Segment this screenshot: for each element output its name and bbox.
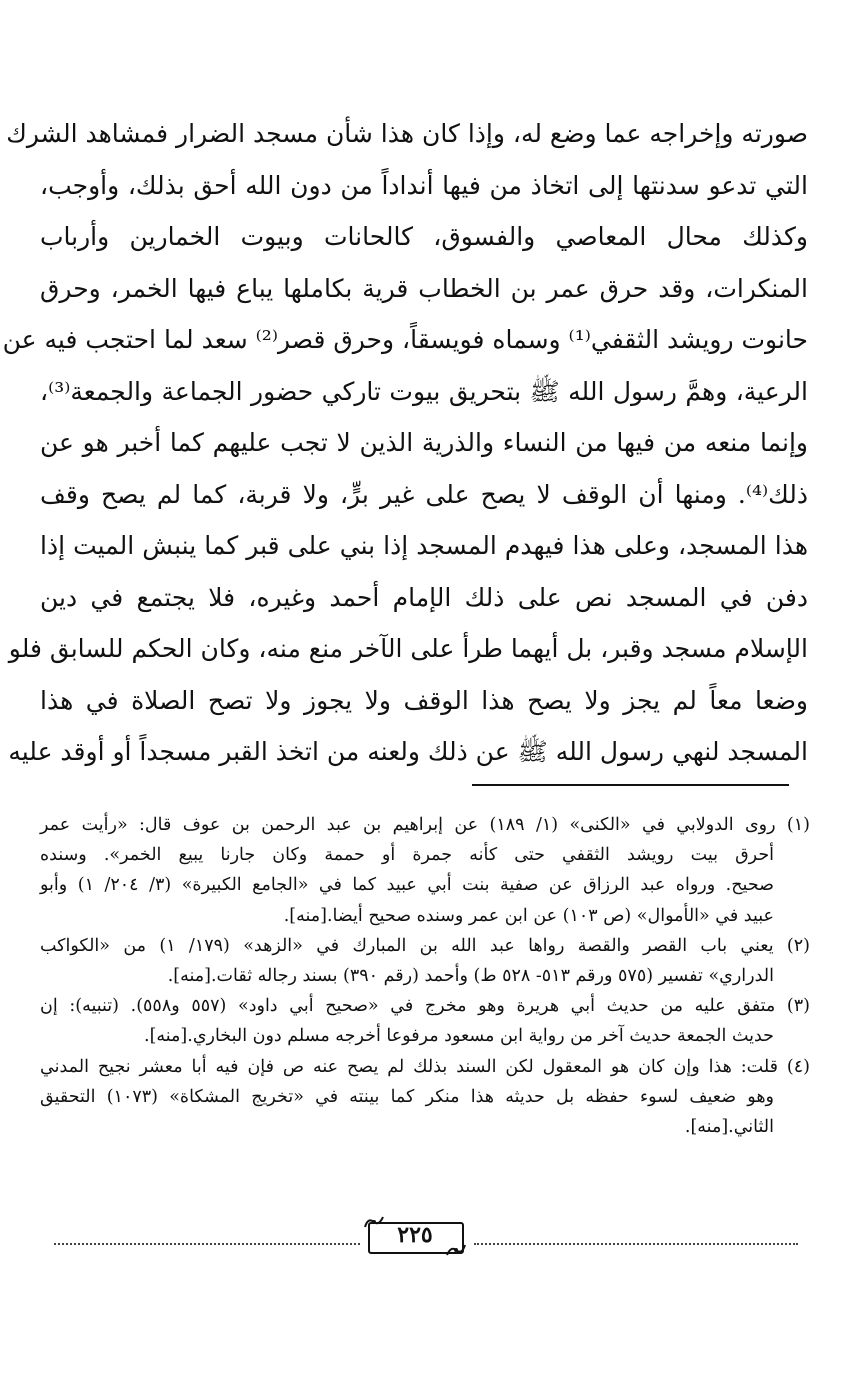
page-footer-rule-right (474, 1243, 798, 1245)
main-line: المنكرات، وقد حرق عمر بن الخطاب قرية بكاملها يباع فيها الخمر، وحرق (40, 273, 808, 303)
main-line: وضعا معاً لم يجز ولا يصح هذا الوقف ولا يجوز ولا تصح الصلاة في هذا (40, 685, 808, 715)
main-line: صورته وإخراجه عما وضع له، وإذا كان هذا شأن مسجد الضرار فمشاهد الشرك (6, 119, 808, 148)
footnote-4-line: الثاني.[منه]. (684, 1116, 774, 1137)
footnote-1-line: عبيد في «الأموال» (ص ١٠٣) عن ابن عمر وسنده صحيح أيضا.[منه]. (283, 905, 774, 926)
main-line: وكذلك محال المعاصي والفسوق، كالحانات وبيوت الخمارين وأرباب (40, 222, 808, 251)
main-line: الإسلام مسجد وقبر، بل أيهما طرأ على الآخر منع منه، وكان الحكم للسابق فلو (8, 634, 808, 663)
page-number: ٢٢٥ (397, 1222, 433, 1248)
main-line: وإنما منعه من فيها من النساء والذرية الذين لا تجب عليهم كما أخبر هو عن (40, 428, 808, 457)
footnotes-block (40, 810, 810, 1142)
main-line: دفن في المسجد نص على ذلك الإمام أحمد وغيره، فلا يجتمع في دين (40, 582, 808, 612)
main-text-block (2, 108, 808, 778)
main-line: المسجد لنهي رسول الله ﷺ عن ذلك ولعنه من اتخذ القبر مسجداً أو أوقد عليه (8, 737, 808, 766)
footnote-2-line: (٢) يعني باب القصر والقصة رواها عبد الله بن المبارك في «الزهد» (١٧٩/ ١) من «الكواكب (40, 935, 810, 956)
footnote-1-line: أحرق بيت رويشد الثقفي حتى كأنه جمرة أو حممة وكان جارنا يبيع الخمر». وسنده (40, 845, 774, 866)
footnote-4-line: وهو ضعيف لسوء حفظه بل حديثه هذا منكر كما بينته في «تخريج المشكاة» (١٠٧٣) التحقيق (40, 1086, 774, 1107)
footnote-separator (472, 784, 789, 786)
main-line: التي تدعو سدنتها إلى اتخاذ من فيها أنداداً من دون الله أحق بذلك، وأوجب، (40, 170, 808, 200)
main-line: حانوت رويشد الثقفي⁽¹⁾ وسماه فويسقاً، وحرق قصر⁽²⁾ سعد لما احتجب فيه عن (2, 325, 808, 354)
footnote-3-line: (٣) متفق عليه من حديث أبي هريرة وهو مخرج في «صحيح أبي داود» (٥٥٧ و٥٥٨). (تنبيه): إن (40, 996, 810, 1017)
footnote-1-line: (١) روى الدولابي في «الكنى» (١/ ١٨٩) عن إبراهيم بن عبد الرحمن بن عوف قال: «رأيت عمر (40, 815, 810, 835)
footnote-2-line: الدراري» تفسير (٥٧٥ ورقم ٥١٣- ٥٢٨ ط) وأحمد (رقم ٣٩٠) بسند رجاله ثقات.[منه]. (167, 965, 774, 986)
page-number-frame (362, 1214, 468, 1256)
page-footer-rule-left (54, 1243, 360, 1245)
main-line: هذا المسجد، وعلى هذا فيهدم المسجد إذا بني على قبر كما ينبش الميت إذا (40, 531, 808, 560)
main-line: ذلك⁽⁴⁾. ومنها أن الوقف لا يصح على غير برٍّ، ولا قربة، كما لم يصح وقف (40, 479, 808, 509)
footnote-1-line: صحيح. ورواه عبد الرزاق عن صفية بنت أبي عبيد كما في «الجامع الكبيرة» (٣/ ٢٠٤/ ١) وأبو (40, 875, 774, 896)
footnote-3-line: حديث الجمعة حديث آخر من رواية ابن مسعود مرفوعا أخرجه مسلم دون البخاري.[منه]. (144, 1026, 774, 1047)
footnote-4-line: (٤) قلت: هذا وإن كان هو المعقول لكن السند بذلك لم يصح عنه ص فإن فيه أبا معشر نجيح المدني (40, 1056, 810, 1077)
main-line: الرعية، وهمَّ رسول الله ﷺ بتحريق بيوت تاركي حضور الجماعة والجمعة⁽³⁾، (40, 376, 808, 406)
